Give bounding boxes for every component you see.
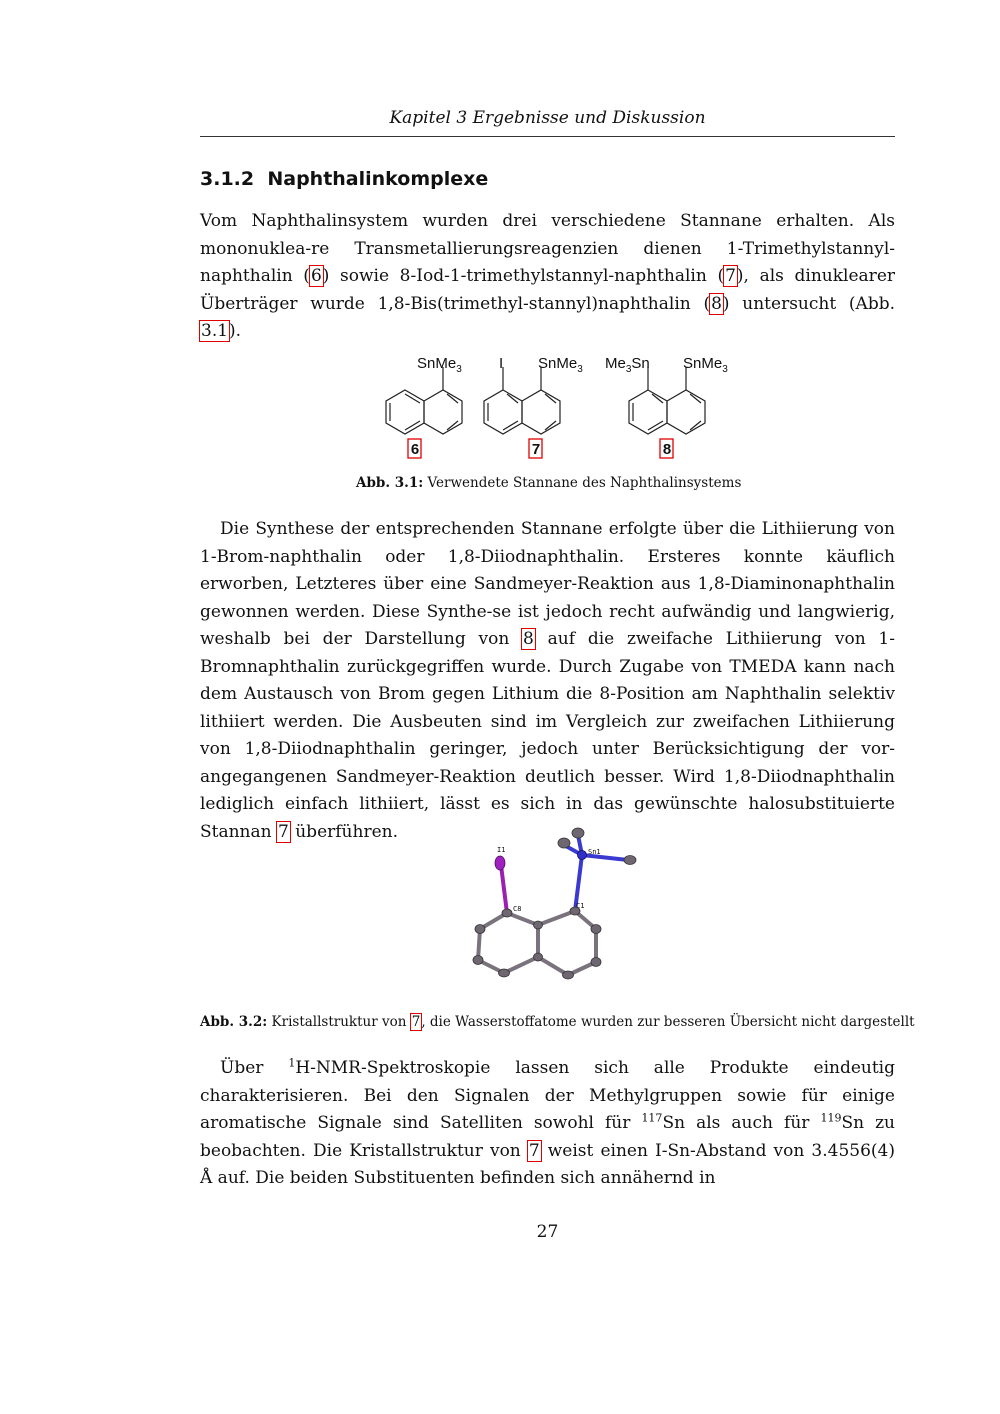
compound-link-7[interactable]: 7 bbox=[278, 821, 289, 842]
label-snme3-7: SnMe$_3$ bbox=[538, 355, 583, 375]
figure-caption-3-1 bbox=[356, 475, 741, 491]
caption-label: Abb. 3.2: bbox=[200, 1014, 268, 1030]
label-snme3-6: SnMe$_3$ bbox=[417, 355, 462, 375]
bonds bbox=[478, 911, 596, 975]
text: Sn zu beobachten. Die Kristallstruktur von bbox=[200, 1113, 896, 1161]
compound-link-7[interactable]: 7 bbox=[528, 1140, 540, 1161]
text: H-NMR-Spektroskopie lassen sich alle Produkte eindeutig charakterisieren. Bei den Signalen der Methylgruppen sowie für einige aromatische Signale sind Satelliten sowohl für bbox=[200, 1058, 895, 1133]
text: Über bbox=[220, 1058, 289, 1078]
figure-caption-3-2 bbox=[200, 1014, 915, 1030]
paragraph-intro bbox=[200, 208, 895, 346]
superscript: 119 bbox=[820, 1111, 842, 1125]
text: ) untersucht (Abb. bbox=[722, 293, 895, 314]
page-number: 27 bbox=[536, 1222, 559, 1242]
figure-link-3-1[interactable]: 3.1 bbox=[201, 321, 229, 341]
paragraph-synthesis bbox=[200, 516, 895, 846]
label-me3sn-8: $Me_3Sn$ bbox=[605, 355, 650, 375]
caption-label: Abb. 3.1: bbox=[356, 475, 424, 491]
atom-label-c8: C8 bbox=[513, 905, 522, 913]
text: weist einen I-Sn-Abstand von 3.4556(4) Å auf. Die beiden Substituenten befinden sich annähernd in bbox=[200, 1140, 895, 1188]
compound-link-6[interactable]: 6 bbox=[310, 266, 322, 286]
compound-link-7[interactable]: 7 bbox=[411, 1014, 421, 1030]
section-title: Naphthalinkomplexe bbox=[267, 168, 489, 190]
text: überführen. bbox=[289, 821, 398, 842]
compound-link-8[interactable]: 8 bbox=[523, 629, 534, 649]
running-head: Kapitel 3 Ergebnisse und Diskussion bbox=[389, 108, 706, 128]
text: ). bbox=[229, 321, 242, 341]
atom-label-c1: C1 bbox=[576, 902, 585, 910]
atom-label-sn1: Sn1 bbox=[588, 848, 601, 856]
structure-8 bbox=[629, 367, 705, 434]
section-heading bbox=[200, 168, 488, 190]
caption-text: Kristallstruktur von bbox=[271, 1014, 411, 1030]
structure-7 bbox=[484, 367, 560, 434]
iodine-atom bbox=[495, 856, 505, 870]
compound-number-6[interactable]: 6 bbox=[410, 441, 420, 458]
caption-text: , die Wasserstoffatome wurden zur besseren Übersicht nicht dargestellt bbox=[421, 1014, 915, 1030]
structure-6 bbox=[386, 367, 462, 434]
compound-number-8[interactable]: 8 bbox=[662, 441, 672, 458]
header-rule bbox=[200, 136, 895, 137]
figure-crystal-structure bbox=[460, 825, 650, 985]
text: ), als dinuklearer Überträger wurde 1,8-Bis(trimethyl-stannyl)naphthalin ( bbox=[200, 266, 896, 314]
section-number: 3.1.2 bbox=[200, 168, 255, 190]
text: Die Synthese der entsprechenden Stannane erfolgte über die Lithiierung von 1-Brom-naphthalin oder 1,8-Diiodnaphthalin. Ersteres konnte käuflich erworben, Letzteres über eine Sandmeyer-Reaktion aus 1,8-Diaminonaphthalin gewonnen werden. Diese Synthe-se ist jedoch recht aufwändig und langwierig, weshalb bei der Darstellung von bbox=[200, 519, 895, 649]
compound-link-7[interactable]: 7 bbox=[725, 266, 736, 286]
text: ) sowie 8-Iod-1-trimethylstannyl-naphthalin ( bbox=[322, 266, 725, 286]
text: Sn als auch für bbox=[662, 1113, 821, 1133]
text: Vom Naphthalinsystem wurden drei verschiedene Stannane erhalten. Als mononuklea-re Transmetallierungsreagenzien dienen 1-Trimethylstannyl-naphthalin ( bbox=[200, 211, 895, 286]
compound-link-8[interactable]: 8 bbox=[711, 293, 722, 314]
superscript: 1 bbox=[288, 1056, 296, 1070]
paragraph-nmr bbox=[200, 1055, 895, 1193]
text: auf die zweifache Lithiierung von 1-Bromnaphthalin zurückgegriffen wurde. Durch Zugabe von TMEDA kann nach dem Austausch von Brom gegen Lithium die 8-Position am Naphthalin selektiv lithiiert werden. Die Ausbeuten sind im Vergleich zur zweifachen Lithiierung von 1,8-Diiodnaphthalin geringer, jedoch unter Berücksichtigung der vor-angegangenen Sandmeyer-Reaktion deutlich besser. Wird 1,8-Diiodnaphthalin lediglich einfach lithiiert, lässt es sich in das gewünschte halosubstituierte Stannan bbox=[200, 629, 895, 842]
tin-bonds bbox=[564, 835, 628, 911]
label-snme3-8: SnMe$_3$ bbox=[683, 355, 728, 375]
compound-number-7[interactable]: 7 bbox=[531, 441, 541, 458]
figure-stannanes bbox=[345, 345, 745, 465]
atom-label-i1: I1 bbox=[497, 846, 506, 854]
superscript: 117 bbox=[641, 1111, 663, 1125]
label-iodine-7: I bbox=[499, 355, 504, 372]
bond-c8-i1 bbox=[501, 865, 507, 913]
tin-atom bbox=[578, 851, 587, 860]
caption-text: Verwendete Stannane des Naphthalinsystems bbox=[427, 475, 742, 491]
